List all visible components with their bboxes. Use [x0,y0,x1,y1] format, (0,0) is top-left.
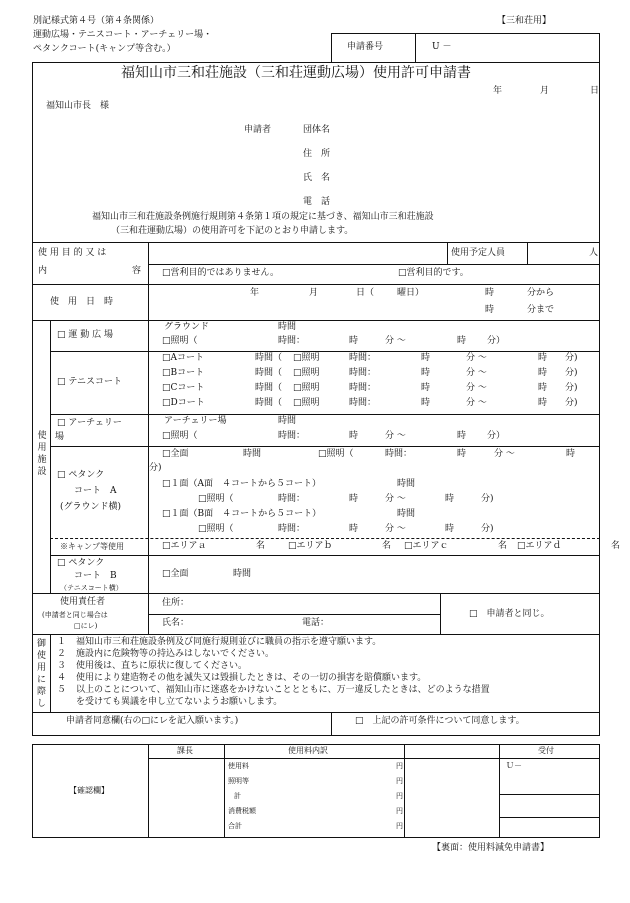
condition-text: を受けても異議を申し立てないようお願いします。 [76,697,283,707]
ground-hours[interactable]: 時間 [278,322,297,332]
receipt-value[interactable]: Ｕ－ [506,761,522,770]
conditions-side-char: 使 [37,651,47,661]
petanque-a-side2-h2[interactable]: 時 [445,524,455,534]
tennis-light-checkbox[interactable] [293,383,320,394]
fee-unit[interactable]: 円 [396,762,403,770]
confirm-label: 【確認欄】 [69,786,109,795]
tennis-name: テニスコート [68,377,123,387]
ground-light-m1[interactable]: 分 ～ [385,336,406,346]
tennis-checkbox[interactable] [57,377,122,388]
petanque-a-side2-checkbox[interactable] [162,509,321,520]
condition-number: ３ [57,661,67,671]
checkbox-glyph[interactable] [293,383,302,393]
tennis-light-checkbox[interactable] [293,398,320,409]
facilities-label: 使用施設 [37,431,47,477]
petanque-a-full-h1[interactable]: 時 [457,449,467,459]
archery-light-hours[interactable]: 時間： [278,431,306,441]
checkbox-glyph[interactable] [293,368,302,378]
tennis-h2[interactable]: 時 [538,398,548,408]
tennis-m2[interactable]: 分) [565,383,578,393]
consent-checkbox[interactable] [355,716,525,727]
tennis-h1[interactable]: 時 [421,368,431,378]
condition-number: ２ [57,649,67,659]
tennis-m2[interactable]: 分) [565,353,578,363]
responsible-label: 使用責任者 [60,597,106,607]
purpose-label-2b: 容 [132,266,142,276]
archery-name-2: 場 [55,432,65,442]
tennis-light-checkbox-text: 照明 [301,398,320,408]
fee-unit[interactable]: 円 [396,807,403,815]
petanque-a-full-light-checkbox[interactable] [318,449,354,460]
checkbox-glyph[interactable] [162,541,171,551]
fee-label: 合計 [228,822,242,830]
applicant-org-label: 団体名 [303,125,331,135]
ground-name: 運 動 広 場 [68,330,113,340]
archery-light-m2[interactable]: 分） [487,431,506,441]
tennis-court-hours[interactable]: 時間（ [255,398,283,408]
ground-light-hours[interactable]: 時間： [278,336,306,346]
date-month[interactable]: 月 [540,86,550,96]
tennis-h2[interactable]: 時 [538,368,548,378]
tennis-h1[interactable]: 時 [421,398,431,408]
condition-text: 使用により建造物その他を滅失又は毀損したときは、その一切の損害を賠償願います。 [76,673,427,683]
form-number: 別記様式第４号（第４条関係） [33,16,160,26]
condition-text: 施設内に危険物等の持込みはしないでください。 [76,649,275,659]
petanque-a-side1-m2[interactable]: 分) [481,494,494,504]
camping-area-unit[interactable]: 名 [611,541,621,551]
tennis-court-checkbox[interactable] [162,383,204,394]
condition-number: １ [57,637,67,647]
petanque-a-full-h2[interactable]: 時 [566,449,576,459]
petanque-b-name-2: コート B [74,571,117,581]
condition-text: 福知山市三和荘施設条例及び同施行規則並びに職員の指示を遵守願います。 [76,637,382,647]
applicant-name-label: 氏 名 [303,173,331,183]
tennis-m2[interactable]: 分) [565,368,578,378]
facility-line-2: ペタンクコート(キャンプ等含む。） [33,44,176,54]
petanque-a-side2-m2[interactable]: 分) [481,524,494,534]
petanque-a-name: ペタンク [68,470,105,480]
conditions-side-char: に [37,675,47,685]
archery-hours[interactable]: 時間 [278,416,297,426]
petanque-a-side1-m1[interactable]: 分 ～ [385,494,406,504]
archery-light-h1[interactable]: 時 [349,431,359,441]
petanque-a-name-3: (グラウンド横) [60,502,122,512]
responsible-phone[interactable]: 電話： [302,618,330,628]
petanque-a-full-light-label: 照明（ [326,449,354,459]
tennis-light-hours[interactable]: 時間： [349,398,377,408]
application-number-value[interactable]: U － [432,42,452,52]
fee-label: 計 [234,792,241,800]
fee-unit[interactable]: 円 [396,777,403,785]
usage-time-label: 使 用 日 時 [50,297,114,307]
petanque-a-name-2: コート A [74,486,117,496]
camping-area-checkbox-text: エリアｃ [412,541,449,551]
petanque-a-full-label: 全面 [170,449,189,459]
petanque-a-full-checkbox[interactable] [162,449,189,460]
camping-area-checkbox-text: エリアｂ [296,541,333,551]
usage-month[interactable]: 月 [309,288,319,298]
checkbox-glyph[interactable] [162,398,171,408]
usage-tag: 【三和荘用】 [497,16,552,26]
usage-start-min[interactable]: 分から [527,288,555,298]
applicant-address-label: 住 所 [303,149,331,159]
archery-light-h2[interactable]: 時 [457,431,467,441]
tennis-light-checkbox[interactable] [293,353,320,364]
archery-light-checkbox[interactable] [162,431,198,442]
camping-label: ※キャンプ等使用 [60,542,124,551]
condition-text: 使用後は、直ちに原状に復してください。 [76,661,248,671]
responsible-note-2: □にレ) [74,622,98,630]
usage-day[interactable]: 日（ [356,288,375,298]
tennis-court-checkbox[interactable] [162,398,205,409]
usage-weekday[interactable]: 曜日） [397,288,425,298]
applicant-phone-label: 電 話 [303,197,331,207]
tennis-m1[interactable]: 分 ～ [466,398,487,408]
tennis-light-checkbox-text: 照明 [301,383,320,393]
usage-start-hour[interactable]: 時 [485,288,495,298]
petanque-a-checkbox[interactable] [57,470,104,481]
ground-light-h1[interactable]: 時 [349,336,359,346]
petanque-a-side2-light-label: 照明（ [206,524,234,534]
tennis-light-hours[interactable]: 時間： [349,368,377,378]
camping-area-checkbox[interactable] [162,541,207,552]
purpose-label-1: 使 用 目 的 又 は [38,248,107,258]
tennis-h2[interactable]: 時 [538,353,548,363]
camping-area-unit[interactable]: 名 [498,541,508,551]
non-profit-checkbox[interactable] [162,268,279,279]
addressee: 福知山市長 様 [46,101,110,111]
conditions-side-char: 際 [37,687,47,697]
intro-line-1: 福知山市三和荘施設条例施行規則第４条第１項の規定に基づき、福知山市三和荘施設 [92,212,434,222]
fee-label: 照明等 [228,777,249,785]
tennis-m1[interactable]: 分 ～ [466,383,487,393]
planned-people-input[interactable] [529,244,589,263]
fee-unit[interactable]: 円 [396,792,403,800]
ground-row-label: グラウンド [164,322,210,332]
tennis-light-checkbox-text: 照明 [301,368,320,378]
consent-label: 申請者同意欄(右の□にレを記入願います。) [66,716,239,726]
tennis-court-checkbox[interactable] [162,368,204,379]
intro-line-2: （三和荘運動広場）の使用許可を下記のとおり申請します。 [111,226,354,236]
same-as-applicant-label: 申請者と同じ。 [486,609,550,619]
archery-checkbox[interactable] [57,418,122,429]
chief-label: 課長 [177,746,193,755]
usage-end-hour[interactable]: 時 [485,305,495,315]
condition-number: ４ [57,673,67,683]
form-title: 福知山市三和荘施設（三和荘運動広場）使用許可申請書 [121,65,471,81]
fee-unit[interactable]: 円 [396,822,403,830]
responsible-name[interactable]: 氏名： [162,618,190,628]
petanque-a-full-m1[interactable]: 分 ～ [494,449,515,459]
petanque-b-name: ペタンク [68,558,105,568]
purpose-label-2a: 内 [38,266,48,276]
tennis-h2[interactable]: 時 [538,383,548,393]
responsible-note-1: (申請者と同じ場合は [42,611,108,619]
applicant-label: 申請者 [244,125,272,135]
petanque-b-full-checkbox[interactable] [162,569,189,580]
profit-checkbox[interactable] [398,268,469,279]
petanque-b-name-3: （テニスコート横） [60,584,123,592]
ground-light-h2[interactable]: 時 [457,336,467,346]
petanque-a-side1-light-checkbox[interactable] [198,494,234,505]
archery-light-m1[interactable]: 分 ～ [385,431,406,441]
usage-end-min[interactable]: 分まで [527,305,555,315]
camping-area-unit[interactable]: 名 [256,541,266,551]
ground-light-m2[interactable]: 分） [487,336,506,346]
footer-note: 【裏面：使用料減免申請書】 [432,843,550,853]
petanque-a-side2-m1[interactable]: 分 ～ [385,524,406,534]
ground-light-label: 照明（ [170,336,198,346]
petanque-a-side2-h1[interactable]: 時 [349,524,359,534]
non-profit-label: 営利目的ではありません。 [170,268,280,278]
consent-text: 上記の許可条件について同意します。 [372,716,525,726]
condition-text: 以上のことについて、福知山市に迷惑をかけないこととともに、万一違反したときは、どのような措置 [76,685,490,695]
profit-label: 営利目的です。 [406,268,469,278]
camping-area-checkbox-text: エリアａ [170,541,207,551]
ground-light-checkbox[interactable] [162,336,198,347]
conditions-side-char: 御 [37,639,47,649]
tennis-m1[interactable]: 分 ～ [466,368,487,378]
petanque-a-side1-hours[interactable]: 時間 [397,479,416,489]
petanque-b-hours[interactable]: 時間 [233,569,252,579]
conditions-side-char: し [37,699,47,709]
ground-checkbox[interactable] [57,330,113,341]
checkbox-glyph[interactable] [293,353,302,363]
tennis-court-hours[interactable]: 時間（ [255,353,283,363]
same-as-applicant-checkbox[interactable] [469,609,550,620]
camping-area-unit[interactable]: 名 [382,541,392,551]
responsible-address[interactable]: 住所： [162,598,190,608]
fee-label: 使用料 [228,762,249,770]
receipt-header: 受付 [538,746,554,755]
tennis-court-checkbox-text: Bコート [170,368,205,378]
petanque-a-side1-label: １面（A面 ４コートから５コート） [170,479,322,489]
checkbox-glyph[interactable] [162,353,171,363]
camping-area-checkbox[interactable] [404,541,449,552]
petanque-b-checkbox[interactable] [57,558,104,569]
checkbox-glyph[interactable] [162,368,171,378]
application-number-label: 申請番号 [347,42,384,52]
tennis-court-checkbox-text: Aコート [170,353,205,363]
tennis-light-checkbox[interactable] [293,368,320,379]
tennis-court-checkbox-text: Dコート [170,398,205,408]
tennis-m1[interactable]: 分 ～ [466,353,487,363]
checkbox-glyph[interactable] [162,383,171,393]
purpose-input[interactable] [150,244,446,263]
petanque-a-side2-light-hours[interactable]: 時間： [278,524,306,534]
tennis-court-hours[interactable]: 時間（ [255,368,283,378]
checkbox-glyph[interactable] [517,541,526,551]
tennis-h1[interactable]: 時 [421,383,431,393]
tennis-light-hours[interactable]: 時間： [349,353,377,363]
date-day[interactable]: 日 [590,86,600,96]
facility-line-1: 運動広場・テニスコート・アーチェリー場・ [33,30,213,40]
conditions-side-char: 用 [37,663,47,673]
camping-area-checkbox[interactable] [517,541,562,552]
planned-people-label: 使用予定人員 [451,248,506,258]
tennis-m2[interactable]: 分) [565,398,578,408]
petanque-a-side1-checkbox[interactable] [162,479,321,490]
petanque-a-side2-hours[interactable]: 時間 [397,509,416,519]
petanque-a-side1-h2[interactable]: 時 [445,494,455,504]
tennis-court-checkbox-text: Cコート [170,383,205,393]
tennis-court-checkbox[interactable] [162,353,204,364]
date-year[interactable]: 年 [493,86,503,96]
checkbox-glyph[interactable] [293,398,302,408]
camping-area-checkbox-text: エリアｄ [525,541,562,551]
petanque-a-side1-light-hours[interactable]: 時間： [278,494,306,504]
archery-name: アーチェリー [68,418,122,428]
fee-label: 消費税額 [228,807,256,815]
checkbox-glyph[interactable] [288,541,297,551]
petanque-a-full-m2[interactable]: 分) [149,463,162,473]
petanque-a-side2-label: １面（B面 ４コートから５コート） [170,509,322,519]
people-unit: 人 [589,248,599,258]
tennis-light-hours[interactable]: 時間： [349,383,377,393]
tennis-h1[interactable]: 時 [421,353,431,363]
petanque-b-full-label: 全面 [170,569,189,579]
petanque-a-side1-h1[interactable]: 時 [349,494,359,504]
tennis-court-hours[interactable]: 時間（ [255,383,283,393]
condition-number: ５ [57,685,67,695]
petanque-a-full-hours[interactable]: 時間 [243,449,262,459]
archery-light-label: 照明（ [170,431,198,441]
petanque-a-side1-light-label: 照明（ [206,494,234,504]
fee-header: 使用料内訳 [288,746,328,755]
archery-row-label: アーチェリー場 [164,416,227,426]
petanque-a-full-light-hours[interactable]: 時間： [385,449,413,459]
usage-year[interactable]: 年 [250,288,260,298]
checkbox-glyph[interactable] [404,541,413,551]
camping-area-checkbox[interactable] [288,541,333,552]
petanque-a-side2-light-checkbox[interactable] [198,524,234,535]
tennis-light-checkbox-text: 照明 [301,353,320,363]
